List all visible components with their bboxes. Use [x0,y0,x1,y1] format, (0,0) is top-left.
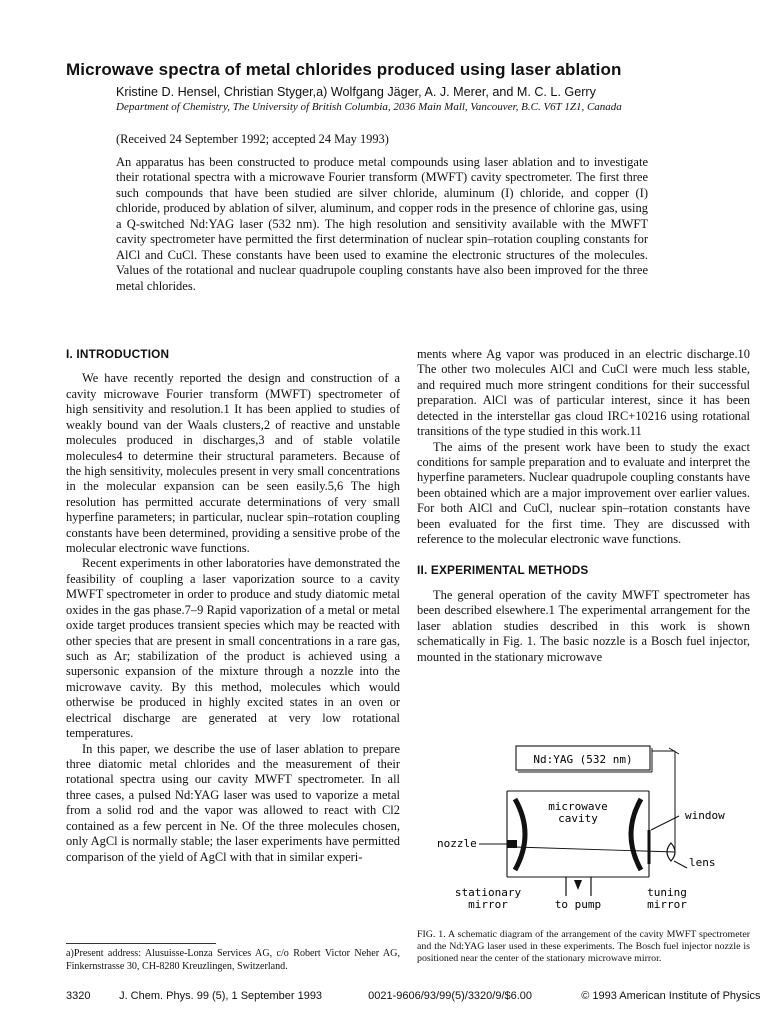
figure-1-schematic [417,744,750,919]
lens-label: lens [689,856,716,869]
experimental-paragraph-1: The general operation of the cavity MWFT spectrometer has been described elsewhere.1 The experimental arrangement for the laser ablation studies described in this work is shown schematically in Fig. 1. The basic nozzle is a Bosch fuel injector, mounted in the stationary microwave [417,587,750,664]
abstract: An apparatus has been constructed to produce metal compounds using laser ablation and to investigate their rotational spectra with a microwave Fourier transform (MWFT) cavity spectrometer. The first three such compounds that have been studied are silver chloride, aluminum (I) chloride, and copper (I) chloride, produced by ablation of silver, aluminum, and copper rods in the presence of chlorine gas, using a Q-switched Nd:YAG laser (532 nm). The high resolution and sensitivity available with the MWFT cavity spectrometer have permitted the first determination of nuclear spin–rotation coupling constants for AlCl and CuCl. These constants have been used to examine the electronic structures of the molecules. Values of the rotational and nuclear quadrupole coupling constants have also been improved for the three metal chlorides. [116,155,648,293]
section-heading-introduction: I. INTRODUCTION [66,347,170,361]
intro-paragraph-4: The aims of the present work have been to study the exact conditions for sample preparation and to evaluate and interpret the hyperfine parameters. Nuclear quadrupole coupling constants have been obtained which are a major improvement over earlier values. For both AlCl and CuCl, nuclear spin–rotation constants have been evaluated for the first time. They are discussed with reference to the molecular electronic wave functions. [417,439,750,547]
stationary-mirror-label: mirror [468,898,508,911]
stationary-mirror-shape [515,799,525,870]
nozzle-label: nozzle [437,837,477,850]
intro-paragraph-continued: ments where Ag vapor was produced in an electric discharge.10 The other two molecules AlCl and CuCl were much less stable, and required much more stringent conditions for their successful preparation. AlCl was of particular interest, since it has been detected in the interstellar gas cloud IRC+10216 using rotational transitions of the type studied in this work.11 [417,347,750,439]
figure-1-caption: FIG. 1. A schematic diagram of the arrangement of the cavity MWFT spectrometer and the Nd:YAG laser used in these experiments. The Bosch fuel injector nozzle is positioned near the center of the stationary microwave mirror. [417,929,750,964]
right-column [417,347,750,665]
tuning-mirror-label: mirror [647,898,687,911]
footnote-divider [66,943,216,944]
lens-leader [674,861,687,868]
intro-paragraph-2: Recent experiments in other laboratories have demonstrated the feasibility of coupling a laser vaporization source to a cavity MWFT spectrometer in order to produce and study diatomic metal oxides in the gas phase.7–9 Rapid vaporization of a metal or metal oxide target produces transient species which may be reacted with other species that are present in small concentrations in a rare gas, such as Ar; stabilization of the product is achieved using a supersonic expansion of the mixture through a nozzle into the microwave cavity. By this method, molecules which would otherwise be produced in highly excited states in an oven or electrical discharge are generated at very low rotational temperatures. [66,556,400,741]
left-column [66,347,400,865]
paper-title: Microwave spectra of metal chlorides produced using laser ablation [66,60,622,79]
footnote: a)Present address: Alusuisse-Lonza Services AG, c/o Robert Victor Neher AG, Finkernstrasse 30, CH-8280 Kreuzlingen, Switzerland. [66,948,400,972]
cavity-label: cavity [558,812,598,825]
author-list: Kristine D. Hensel, Christian Styger,a) Wolfgang Jäger, A. J. Merer, and M. C. L. Gerry [116,85,596,99]
intro-paragraph-3: In this paper, we describe the use of laser ablation to prepare three diatomic metal chlorides and the measurement of their rotational spectra using our cavity MWFT spectrometer. In all three cases, a pulsed Nd:YAG laser was used to vaporize a metal from a solid rod and the vapor was allowed to react with Cl2 contained as a few percent in Ne. Of the three molecules chosen, only AgCl is normally stable; the laser experiments have permitted comparison of the yield of AgCl with that in similar experi- [66,741,400,864]
window-label: window [685,809,725,822]
tuning-mirror-shape [631,799,641,870]
tuning-mirror-label: tuning [647,886,687,899]
page-footer [66,990,761,1002]
page-number: 3320 [66,990,91,1002]
nozzle-body [507,840,517,848]
section-heading-experimental: II. EXPERIMENTAL METHODS [417,563,589,578]
pump-arrow [574,880,582,890]
intro-paragraph-1: We have recently reported the design and construction of a cavity microwave Fourier transform (MWFT) spectrometer of high sensitivity and resolution.1 It has been applied to studies of weakly bound van der Waals clusters,2 of reactive and unstable molecules produced in discharges,3 and of stable volatile molecules4 to determine their structural parameters. Because of the high sensitivity, molecules present in very small concentrations in the molecular expansion can be seen easily.5,6 The high resolution has permitted accurate determinations of very small hyperfine parameters; in particular, nuclear spin–rotation coupling constants have been determined, providing a sensitive probe of the molecular electronic wave functions. [66,371,400,556]
cavity-label: microwave [548,800,608,813]
laser-label: Nd:YAG (532 nm) [533,753,633,766]
received-dates: (Received 24 September 1992; accepted 24 May 1993) [116,132,389,146]
pump-label: to pump [554,898,602,911]
laser-beam-diagonal [515,847,675,852]
copyright-notice: © 1993 American Institute of Physics [581,990,761,1002]
affiliation: Department of Chemistry, The University of British Columbia, 2036 Main Mall, Vancouver, B.C. V6T 1Z1, Canada [116,101,622,113]
article-code: 0021-9606/93/99(5)/3320/9/$6.00 [368,990,533,1002]
stationary-mirror-label: stationary [454,886,522,899]
journal-citation: J. Chem. Phys. 99 (5), 1 September 1993 [119,990,323,1002]
